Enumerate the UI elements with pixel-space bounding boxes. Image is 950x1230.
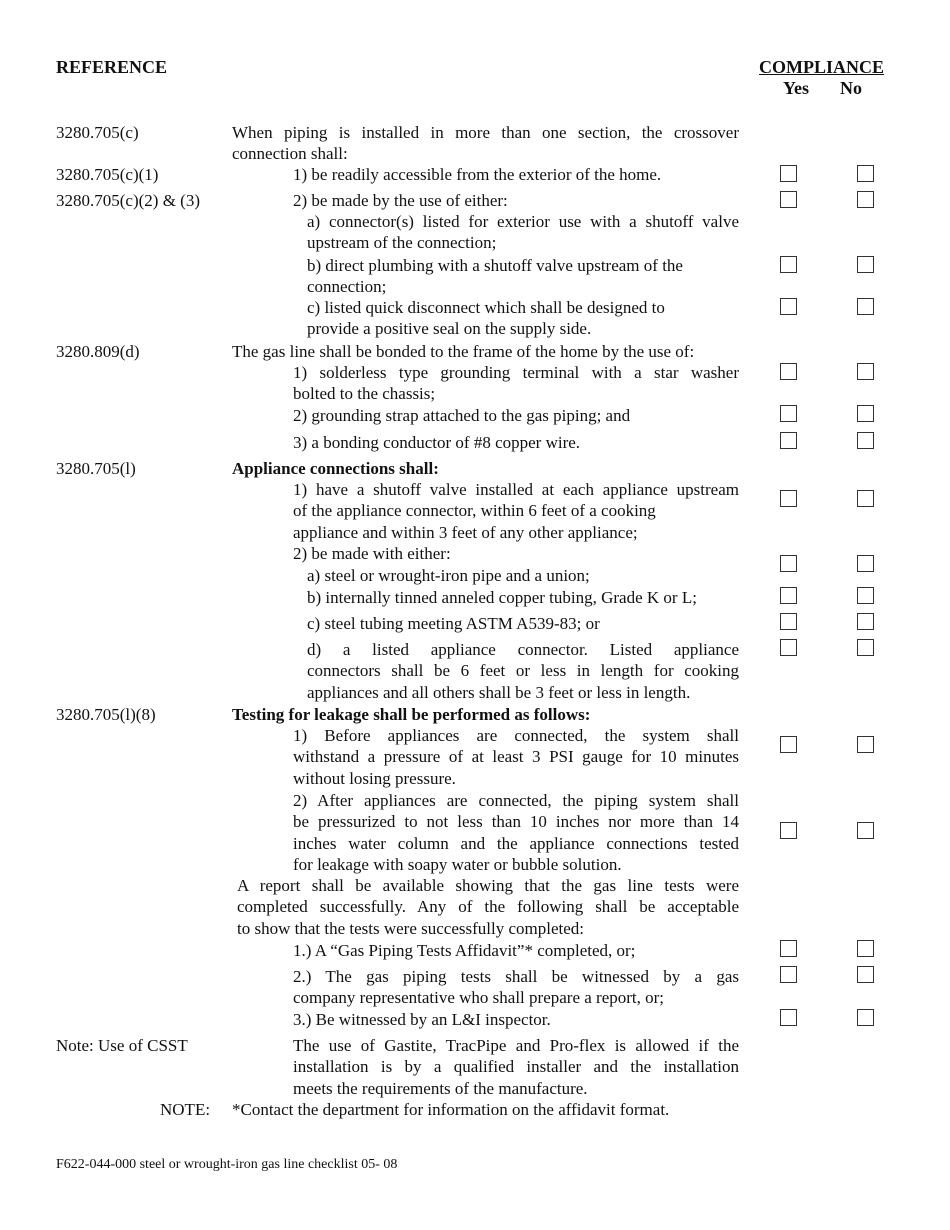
- checkbox-yes-bonding-3[interactable]: [780, 432, 797, 449]
- crossover-item-2c: [307, 297, 739, 340]
- testing-item-2-line-1: 2) After appliances are connected, the piping system shall: [293, 791, 739, 810]
- bonding-item-1: [293, 362, 739, 405]
- report-line-2: completed successfully. Any of the following shall be acceptable: [237, 897, 739, 917]
- checkbox-yes-report-1[interactable]: [780, 940, 797, 957]
- compliance-heading: COMPLIANCE: [759, 57, 884, 77]
- checkbox-yes-report-3[interactable]: [780, 1009, 797, 1026]
- csst-line-3: meets the requirements of the manufacture.: [293, 1078, 588, 1098]
- appliance-item-2c: c) steel tubing meeting ASTM A539-83; or: [307, 614, 600, 633]
- bonding-intro: The gas line shall be bonded to the frame of the home by the use of:: [232, 342, 695, 361]
- appliance-item-1-line-3: appliance and within 3 feet of any other appliance;: [293, 522, 638, 542]
- ref-3280-705-c-2-3: 3280.705(c)(2) & (3): [56, 191, 200, 210]
- checkbox-no-appliance-1[interactable]: [857, 490, 874, 507]
- checkbox-no-appliance-2a[interactable]: [857, 555, 874, 572]
- checkbox-yes-crossover-2c[interactable]: [780, 298, 797, 315]
- report-item-3: 3.) Be witnessed by an L&I inspector.: [293, 1010, 551, 1029]
- checkbox-yes-crossover-1[interactable]: [780, 165, 797, 182]
- ref-3280-705-l-8: 3280.705(l)(8): [56, 705, 156, 724]
- bonding-item-2: 2) grounding strap attached to the gas piping; and: [293, 406, 631, 425]
- checkbox-no-bonding-2[interactable]: [857, 405, 874, 422]
- checkbox-no-report-1[interactable]: [857, 940, 874, 957]
- testing-item-1-line-2: withstand a pressure of at least 3 PSI gauge for 10 minutes: [293, 747, 739, 767]
- csst-line-1: The use of Gastite, TracPipe and Pro-flex is allowed if the: [293, 1036, 739, 1055]
- crossover-item-2: 2) be made by the use of either:: [293, 191, 508, 210]
- crossover-item-2a-line-2: upstream of the connection;: [307, 233, 497, 253]
- report-text: [237, 875, 739, 939]
- crossover-item-2c-line-2: provide a positive seal on the supply side.: [307, 319, 592, 339]
- testing-item-1-line-3: without losing pressure.: [293, 768, 456, 788]
- ref-3280-705-c-1: 3280.705(c)(1): [56, 165, 159, 184]
- appliance-connections-title: Appliance connections shall:: [232, 459, 439, 478]
- checkbox-yes-appliance-2d[interactable]: [780, 639, 797, 656]
- yes-column-heading: Yes: [783, 78, 809, 98]
- form-footer: F622-044-000 steel or wrought-iron gas line checklist 05- 08: [56, 1157, 398, 1172]
- crossover-item-2b-line-2: connection;: [307, 277, 387, 297]
- checkbox-no-crossover-2c[interactable]: [857, 298, 874, 315]
- report-item-2: [293, 966, 739, 1009]
- checkbox-no-crossover-2a[interactable]: [857, 191, 874, 208]
- checkbox-no-crossover-1[interactable]: [857, 165, 874, 182]
- checkbox-yes-bonding-1[interactable]: [780, 363, 797, 380]
- crossover-line-2: connection shall:: [232, 144, 348, 164]
- checkbox-yes-appliance-2c[interactable]: [780, 613, 797, 630]
- ref-3280-705-c: 3280.705(c): [56, 123, 139, 142]
- crossover-item-2b: [307, 255, 739, 298]
- appliance-item-2d-line-3: appliances and all others shall be 3 feet or less in length.: [307, 682, 691, 702]
- checkbox-no-bonding-1[interactable]: [857, 363, 874, 380]
- report-item-1: 1.) A “Gas Piping Tests Affidavit”* completed, or;: [293, 941, 636, 960]
- appliance-item-2b: b) internally tinned anneled copper tubing, Grade K or L;: [307, 588, 697, 607]
- reference-heading: REFERENCE: [56, 57, 168, 77]
- appliance-item-2a: a) steel or wrought-iron pipe and a union;: [307, 566, 590, 585]
- ref-note-csst: Note: Use of CSST: [56, 1036, 188, 1055]
- csst-line-2: installation is by a qualified installer and the installation: [293, 1057, 739, 1077]
- appliance-item-2d: [307, 639, 739, 703]
- checkbox-yes-crossover-2b[interactable]: [780, 256, 797, 273]
- testing-title: Testing for leakage shall be performed as follows:: [232, 705, 591, 724]
- testing-item-2: [293, 790, 739, 875]
- testing-item-2-line-3: inches water column and the appliance connections tested: [293, 833, 739, 853]
- testing-item-1-line-1: 1) Before appliances are connected, the system shall: [293, 726, 739, 745]
- checkbox-yes-appliance-1[interactable]: [780, 490, 797, 507]
- affidavit-note: *Contact the department for information on the affidavit format.: [232, 1100, 670, 1119]
- report-item-2-line-1: 2.) The gas piping tests shall be witnessed by a gas: [293, 967, 739, 986]
- checkbox-yes-crossover-2a[interactable]: [780, 191, 797, 208]
- appliance-item-2d-line-2: connectors shall be 6 feet or less in length for cooking: [307, 661, 739, 681]
- testing-item-2-line-2: be pressurized to not less than 10 inches nor more than 14: [293, 812, 739, 832]
- ref-3280-809-d: 3280.809(d): [56, 342, 140, 361]
- crossover-item-2b-line-1: b) direct plumbing with a shutoff valve upstream of the: [307, 256, 683, 275]
- bonding-item-3: 3) a bonding conductor of #8 copper wire.: [293, 433, 581, 452]
- crossover-item-2a-line-1: a) connector(s) listed for exterior use with a shutoff valve: [307, 212, 739, 231]
- appliance-item-1-line-1: 1) have a shutoff valve installed at each appliance upstream: [293, 480, 739, 499]
- checkbox-no-report-2[interactable]: [857, 966, 874, 983]
- ref-note: NOTE:: [160, 1100, 211, 1119]
- checkbox-yes-report-2[interactable]: [780, 966, 797, 983]
- checkbox-yes-bonding-2[interactable]: [780, 405, 797, 422]
- crossover-item-1: 1) be readily accessible from the exterior of the home.: [293, 165, 662, 184]
- testing-item-1: [293, 725, 739, 789]
- csst-note-text: [293, 1035, 739, 1099]
- checkbox-yes-appliance-2a[interactable]: [780, 555, 797, 572]
- appliance-item-1-line-2: of the appliance connector, within 6 feet of a cooking: [293, 501, 656, 521]
- appliance-item-2d-line-1: d) a listed appliance connector. Listed appliance: [307, 640, 739, 659]
- ref-3280-705-l: 3280.705(l): [56, 459, 136, 478]
- crossover-line-1: When piping is installed in more than one section, the crossover: [232, 123, 739, 142]
- bonding-item-1-line-2: bolted to the chassis;: [293, 384, 436, 404]
- checkbox-no-bonding-3[interactable]: [857, 432, 874, 449]
- testing-item-2-line-4: for leakage with soapy water or bubble solution.: [293, 854, 622, 874]
- checkbox-no-report-3[interactable]: [857, 1009, 874, 1026]
- appliance-item-2: 2) be made with either:: [293, 544, 451, 563]
- crossover-text: [232, 122, 739, 165]
- checkbox-yes-testing-2[interactable]: [780, 822, 797, 839]
- checkbox-yes-appliance-2b[interactable]: [780, 587, 797, 604]
- checkbox-no-appliance-2b[interactable]: [857, 587, 874, 604]
- checkbox-no-crossover-2b[interactable]: [857, 256, 874, 273]
- checkbox-no-testing-2[interactable]: [857, 822, 874, 839]
- checkbox-no-testing-1[interactable]: [857, 736, 874, 753]
- checkbox-no-appliance-2d[interactable]: [857, 639, 874, 656]
- report-line-3: to show that the tests were successfully completed:: [237, 918, 584, 938]
- crossover-item-2c-line-1: c) listed quick disconnect which shall be designed to: [307, 298, 665, 317]
- report-item-2-line-2: company representative who shall prepare a report, or;: [293, 988, 665, 1008]
- no-column-heading: No: [840, 78, 862, 98]
- checkbox-yes-testing-1[interactable]: [780, 736, 797, 753]
- report-line-1: A report shall be available showing that the gas line tests were: [237, 876, 739, 895]
- appliance-item-1: [293, 479, 739, 543]
- checkbox-no-appliance-2c[interactable]: [857, 613, 874, 630]
- bonding-item-1-line-1: 1) solderless type grounding terminal with a star washer: [293, 363, 739, 382]
- crossover-item-2a: [307, 211, 739, 254]
